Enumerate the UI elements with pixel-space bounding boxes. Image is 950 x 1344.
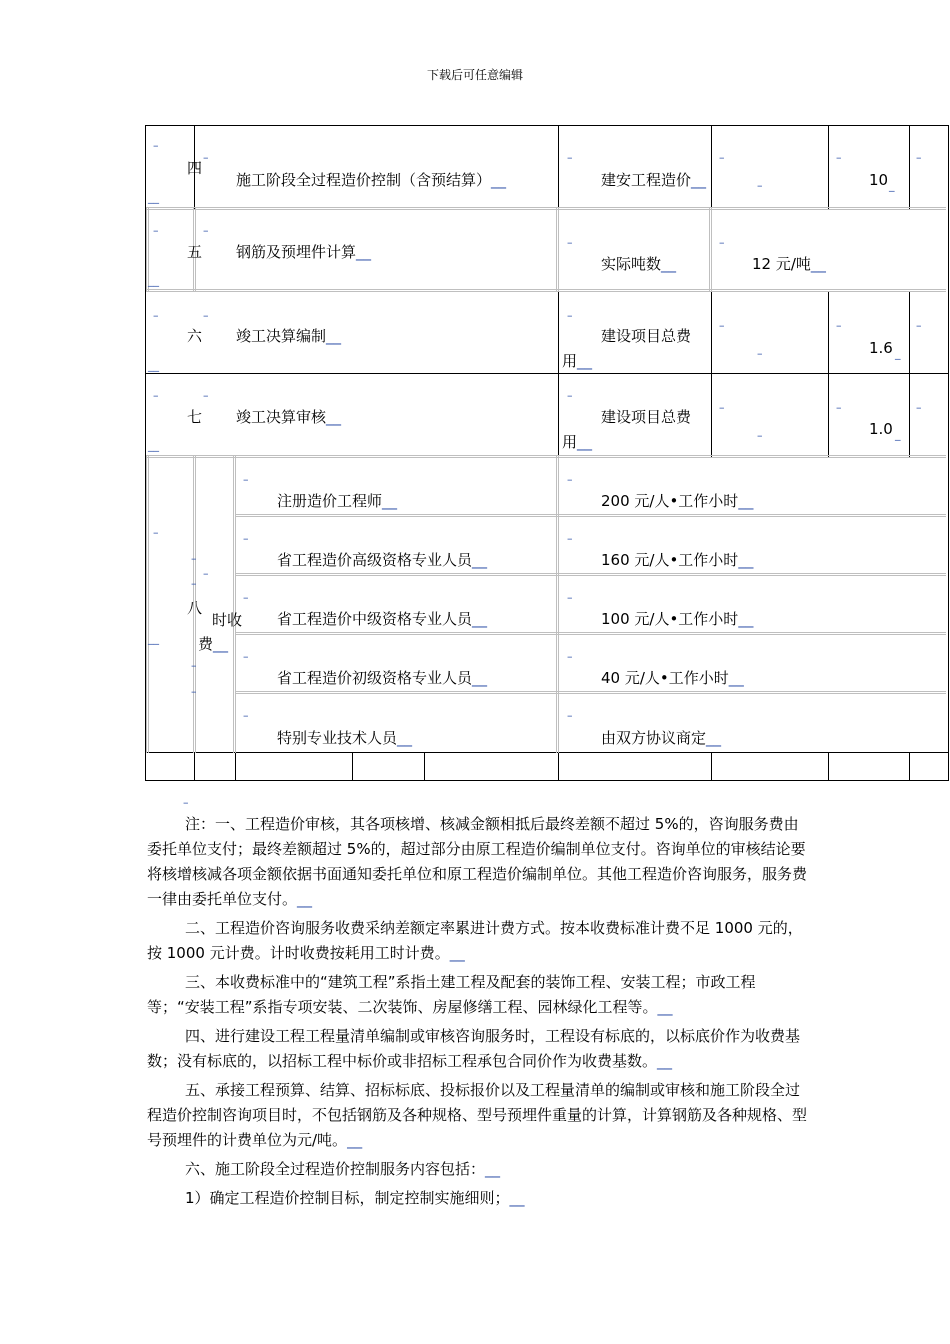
row-item: 竣工决算审核 __ — [236, 407, 341, 427]
row-basis-line2: 用 __ — [562, 432, 592, 452]
row-basis: 实际吨数 __ — [601, 254, 676, 274]
row-rate: 1.6 — [869, 339, 893, 357]
row-basis-line2: 用 __ — [562, 351, 592, 371]
hourly-label-line1: 时收 — [212, 611, 243, 629]
row-rate: 1.0 — [869, 420, 893, 438]
row-number: 四 — [187, 159, 203, 177]
hourly-price: 40 元/人•工作小时 __ — [601, 668, 744, 688]
row-basis: 建安工程造价 __ — [601, 170, 706, 190]
hourly-role: 省工程造价高级资格专业人员 __ — [277, 550, 487, 570]
note-paragraph: 六、施工阶段全过程造价控制服务内容包括： __ — [147, 1157, 807, 1182]
hourly-price: 由双方协议商定 __ — [601, 728, 721, 748]
hourly-role: 注册造价工程师 __ — [277, 491, 397, 511]
hourly-label-line2: 费 __ — [198, 634, 228, 654]
page-header: 下载后可任意编辑 — [426, 68, 523, 82]
note-paragraph: 注：一、工程造价审核，其各项核增、核减金额相抵后最终差额不超过 5%的，咨询服务费由委托单位支付；最终差额超过 5%的，超过部分由原工程造价编制单位支付。咨询单位的审核结论要将核增核减各项金额依据书面通知委托单位和原工程造价编制单位。其他工程造价咨询服务，服务费一律由委托单位支付。 __ — [147, 812, 807, 912]
row-number: 五 — [187, 243, 203, 261]
note-paragraph: 二、工程造价咨询服务收费采纳差额定率累进计费方式。按本收费标准计费不足 1000 元的，按 1000 元计费。计时收费按耗用工时计费。 __ — [147, 916, 807, 966]
notes-section — [147, 812, 807, 1213]
note-paragraph: 1）确定工程造价控制目标，制定控制实施细则； __ — [147, 1186, 807, 1211]
row-basis-line1: 建设项目总费 — [601, 327, 692, 345]
hourly-price: 200 元/人•工作小时 __ — [601, 491, 753, 511]
note-paragraph: 四、进行建设工程工程量清单编制或审核咨询服务时，工程设有标底的，以标底价作为收费基数；没有标底的，以招标工程中标价或非招标工程承包合同价作为收费基数。 __ — [147, 1024, 807, 1074]
row-number: 七 — [187, 408, 203, 426]
row-basis-line1: 建设项目总费 — [601, 408, 692, 426]
hourly-price: 160 元/人•工作小时 __ — [601, 550, 753, 570]
row-number: 六 — [187, 327, 203, 345]
row-number: 八 — [187, 599, 203, 617]
note-paragraph: 五、承接工程预算、结算、招标标底、投标报价以及工程量清单的编制或审核和施工阶段全过程造价控制咨询项目时，不包括钢筋及各种规格、型号预埋件重量的计算，计算钢筋及各种规格、型号预埋件的计费单位为元/吨。 __ — [147, 1078, 807, 1153]
row-item: 施工阶段全过程造价控制（含预结算） __ — [236, 170, 506, 190]
hourly-role: 省工程造价初级资格专业人员 __ — [277, 668, 487, 688]
row-item: 竣工决算编制 __ — [236, 326, 341, 346]
row-rate: 10 — [869, 171, 889, 189]
row-item: 钢筋及预埋件计算 __ — [236, 242, 371, 262]
note-paragraph: 三、本收费标准中的“建筑工程”系指土建工程及配套的装饰工程、安装工程；市政工程等；“安装工程”系指专项安装、二次装饰、房屋修缮工程、园林绿化工程等。 __ — [147, 970, 807, 1020]
hourly-role: 省工程造价中级资格专业人员 __ — [277, 609, 487, 629]
hourly-price: 100 元/人•工作小时 __ — [601, 609, 753, 629]
hourly-role: 特别专业技术人员 __ — [277, 728, 412, 748]
row-price: 12 元/吨 __ — [752, 254, 826, 274]
